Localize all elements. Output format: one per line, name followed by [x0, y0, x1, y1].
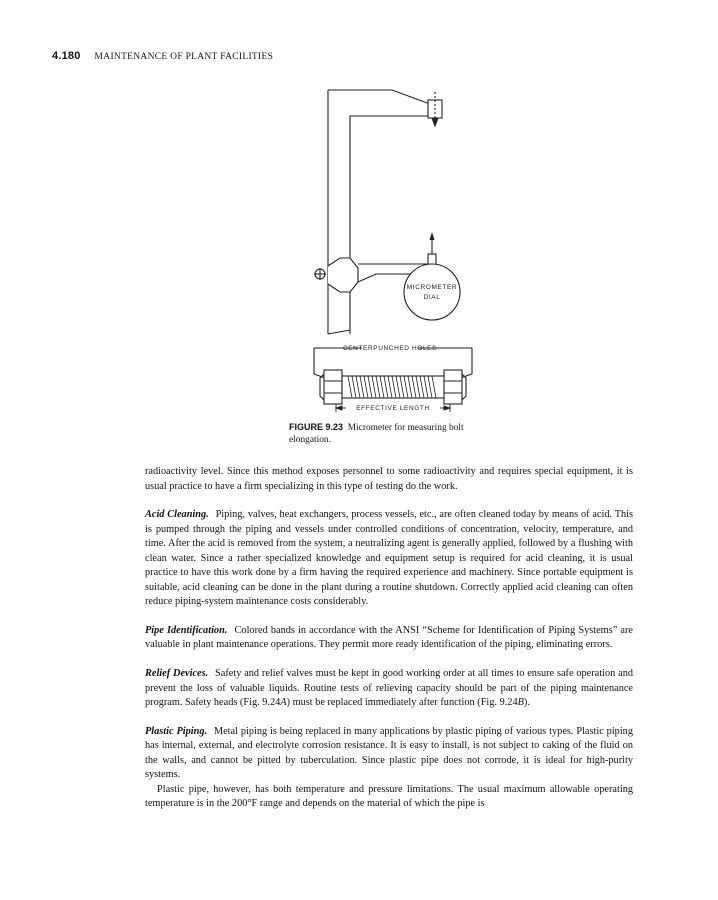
clamp-body	[328, 258, 358, 292]
text-relief-devices-1: Safety and relief valves must be kept in good working order at all times to ensure safe operation and prevent the loss of valuable liquids. Routine tests of relieving capacity should be part of the piping maintenance program. Safety heads (Fig. 9.24	[145, 668, 633, 709]
paragraph-pipe-identification	[145, 624, 633, 653]
text-plastic-piping: Metal piping is being replaced in many applications by plastic piping of various types. Plastic piping has internal, external, and electrolyte corrosion resistance. It is easy to install, is not subject to caking of the fluid on the walls, and cannot be pitted by tuberculation. Since plastic pipe does not corrode, it is ideal for high-purity systems.	[145, 725, 633, 781]
paragraph-relief-devices	[145, 667, 633, 711]
dial-label-line-1: MICROMETER	[406, 284, 458, 291]
figure-caption-label: FIGURE 9.23	[289, 422, 344, 432]
heading-relief-devices: Relief Devices.	[145, 668, 209, 680]
heading-acid-cleaning: Acid Cleaning.	[145, 509, 209, 521]
paragraph-intro: radioactivity level. Since this method exposes personnel to some radioactivity and requires special equipment, it is usual practice to have a firm specializing in this type of testing do the work.	[145, 466, 633, 492]
text-relief-devices-a: A	[280, 697, 287, 709]
paragraph-plastic-piping	[145, 725, 633, 783]
dial-label-line-2: DIAL	[423, 294, 441, 301]
text-relief-devices-3: ).	[523, 697, 530, 709]
page-header	[52, 50, 273, 64]
text-relief-devices-b: B	[517, 697, 524, 709]
paragraph-plastic-limitations: Plastic pipe, however, has both temperature and pressure limitations. The usual maximum allowable operating temperature is in the 200°F range and depends on the material of which the pipe is	[145, 783, 633, 810]
centerpunched-holes-label: CENTERPUNCHED HOLES	[342, 345, 438, 352]
running-title: MAINTENANCE OF PLANT FACILITIES	[94, 52, 274, 62]
right-nut	[444, 370, 462, 404]
micrometer-drawing	[280, 78, 500, 416]
text-acid-cleaning: Piping, valves, heat exchangers, process vessels, etc., are often cleaned today by means of acid. This is pumped through the piping and vessels under controlled conditions of concentration, velocity, temperature, and time. After the acid is removed from the system, a neutralizing agent is generally applied, followed by a flushing with clean water. Since a rather specialized knowledge and equipment setup is required for acid cleaning, it is usual practice to have this work done by a firm having the required experience and machinery. Since portable equipment is suitable, acid cleaning can be done in the plant during a routine shutdown. Correctly applied acid cleaning can often reduce piping-system maintenance costs considerably.	[145, 509, 633, 608]
break-line	[328, 330, 350, 334]
figure-micrometer	[280, 78, 500, 416]
micrometer-dial	[404, 264, 460, 320]
frame-top-edge	[328, 90, 430, 104]
paragraph-acid-cleaning	[145, 508, 633, 610]
figure-caption-text: Micrometer for measuring bolt elongation.	[289, 423, 464, 445]
heading-plastic-piping: Plastic Piping.	[145, 725, 208, 737]
heading-pipe-identification: Pipe Identification.	[145, 624, 228, 636]
text-relief-devices-2: ) must be replaced immediately after function (Fig. 9.24	[286, 697, 518, 709]
effective-length-label: EFFECTIVE LENGTH	[356, 405, 430, 412]
page-number: 4.180	[52, 50, 81, 62]
figure-caption	[289, 422, 489, 446]
body-text	[145, 465, 633, 812]
text-pipe-identification: Colored bands in accordance with the ANSI “Scheme for Identification of Piping Systems” are valuable in plant maintenance operations. They permit more ready identification of the piping, eliminating errors.	[145, 624, 633, 651]
left-nut	[324, 370, 342, 404]
